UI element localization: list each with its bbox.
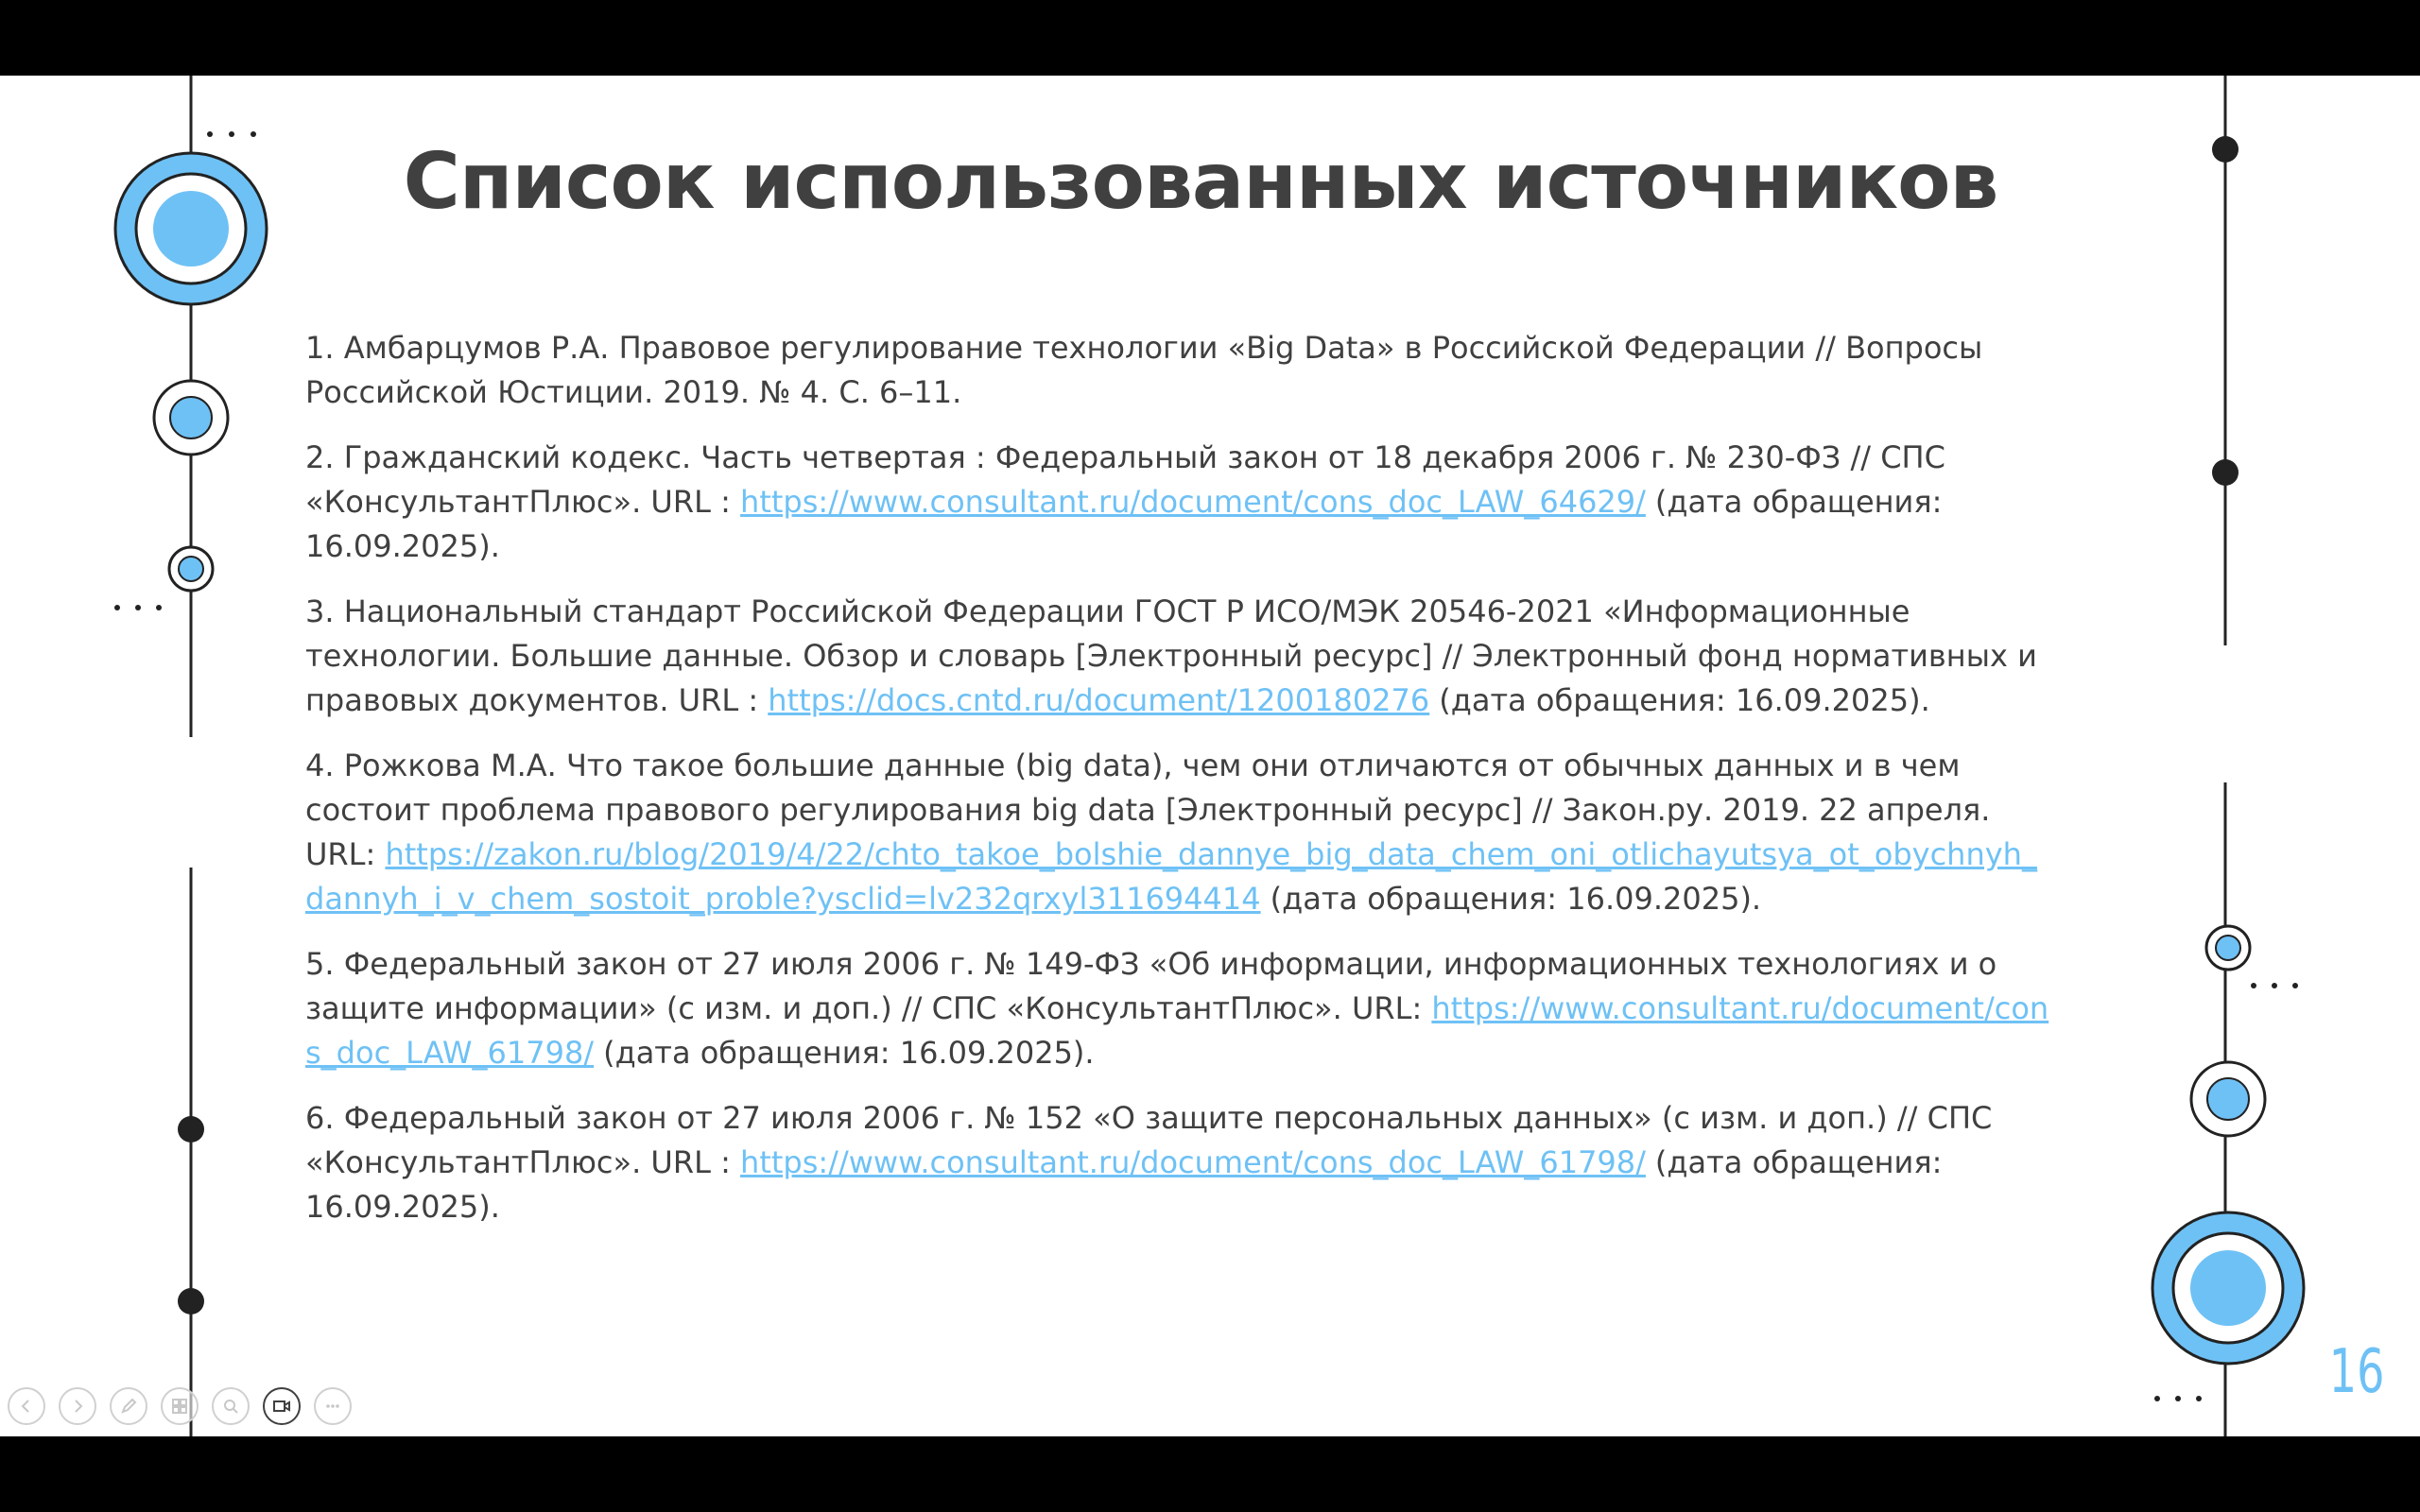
reference-item [305,326,2054,415]
grid-icon [169,1396,190,1417]
reference-link[interactable]: https://www.consultant.ru/document/cons_doc_LAW_61798/ [740,1144,1646,1180]
access-date: (дата обращения: 16.09.2025). [1439,682,1930,718]
reference-item [305,744,2054,921]
access-date: (дата обращения: 16.09.2025). [305,484,1943,564]
camera-icon [271,1396,292,1417]
next-slide-button[interactable] [59,1387,96,1425]
camera-button[interactable] [263,1387,301,1425]
reference-link[interactable]: https://zakon.ru/blog/2019/4/22/chto_takoe_bolshie_dannye_big_data_chem_oni_otlichayutsya_ot_obychnyh_dannyh_i_v_chem_sostoit_proble?ysclid=lv232qrxyl311694414 [305,836,2037,917]
slide-title: Список использованных источников [403,137,1998,227]
reference-text: 6. Федеральный закон от 27 июля 2006 г. № 152 «О защите персональных данных» (с изм. и доп.) // СПС «КонсультантПлюс». URL : [305,1100,1993,1180]
access-date: (дата обращения: 16.09.2025). [1270,881,1762,917]
access-date: (дата обращения: 16.09.2025). [603,1035,1095,1071]
presenter-toolbar [8,1387,352,1425]
pen-button[interactable] [110,1387,147,1425]
reference-item [305,590,2054,723]
pen-icon [118,1396,139,1417]
reference-link[interactable]: https://www.consultant.ru/document/cons_doc_LAW_64629/ [740,484,1646,520]
reference-text: 1. Амбарцумов Р.А. Правовое регулирование технологии «Big Data» в Российской Федерации // Вопросы Российской Юстиции. 2019. № 4. С. 6–11. [305,330,1983,410]
access-date: (дата обращения: 16.09.2025). [305,1144,1943,1225]
more-options-button[interactable] [314,1387,352,1425]
reference-item [305,942,2054,1075]
see-all-slides-button[interactable] [161,1387,199,1425]
reference-text: 5. Федеральный закон от 27 июля 2006 г. № 149-ФЗ «Об информации, информационных технологиях и о защите информации» (с изм. и доп.) // СПС «КонсультантПлюс». URL: [305,946,1997,1026]
chevron-right-icon [67,1396,88,1417]
reference-link[interactable]: https://docs.cntd.ru/document/1200180276 [768,682,1430,718]
previous-slide-button[interactable] [8,1387,45,1425]
slide [0,76,2420,1436]
reference-item [305,436,2054,569]
reference-text: 4. Рожкова М.А. Что такое большие данные (big data), чем они отличаются от обычных данных и в чем состоит проблема правового регулирования big data [Электронный ресурс] // Закон.ру. 2019. 22 апреля. URL: [305,747,1991,872]
zoom-button[interactable] [212,1387,250,1425]
reference-link[interactable]: https://www.consultant.ru/document/cons_doc_LAW_61798/ [305,990,2049,1071]
reference-text: 2. Гражданский кодекс. Часть четвертая : Федеральный закон от 18 декабря 2006 г. № 230-ФЗ // СПС «КонсультантПлюс». URL : [305,439,1945,520]
magnifier-icon [220,1396,241,1417]
slide-number: 16 [2328,1337,2384,1407]
reference-item [305,1096,2054,1229]
references-list [305,326,2054,1250]
reference-text: 3. Национальный стандарт Российской Федерации ГОСТ Р ИСО/МЭК 20546-2021 «Информационные технологии. Большие данные. Обзор и словарь [Электронный ресурс] // Электронный фонд нормативных и правовых документов. URL : [305,593,2037,718]
chevron-left-icon [16,1396,37,1417]
more-icon [322,1396,343,1417]
